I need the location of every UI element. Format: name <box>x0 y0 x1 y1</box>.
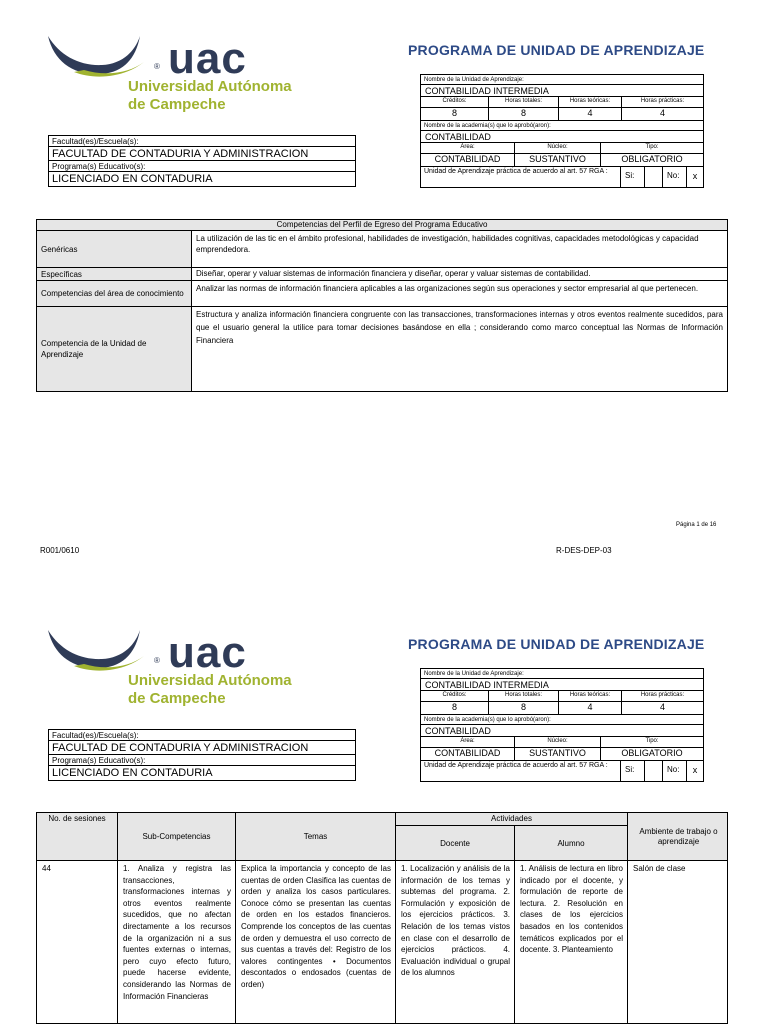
document-title-2: PROGRAMA DE UNIDAD DE APRENDIZAJE <box>408 636 705 652</box>
horas-practicas-value: 4 <box>659 108 665 118</box>
university-name-line2: de Campeche <box>128 690 226 707</box>
logo-wordmark: uac <box>168 628 247 677</box>
programa-label: Programa(s) Educativo(s): <box>49 755 355 766</box>
horas-teoricas-value: 4 <box>559 702 622 714</box>
genericas-row <box>37 231 727 268</box>
area-values-row <box>421 748 703 761</box>
horas-totales-label: Horas totales: <box>489 691 559 701</box>
facultad-value: FACULTAD DE CONTADURIA Y ADMINISTRACION <box>49 741 355 755</box>
academia-value: CONTABILIDAD <box>421 131 703 143</box>
area-labels-row <box>421 737 703 748</box>
si-box <box>645 167 663 187</box>
tipo-label: Tipo: <box>645 738 659 744</box>
nucleo-label: Núcleo: <box>515 143 601 153</box>
practica-row <box>421 761 703 781</box>
unit-name: CONTABILIDAD INTERMEDIA <box>421 679 703 691</box>
area-labels-row <box>421 143 703 154</box>
unit-name: CONTABILIDAD INTERMEDIA <box>421 85 703 97</box>
unit-name-label: Nombre de la Unidad de Aprendizaje: <box>421 669 703 679</box>
hours-labels-row <box>421 691 703 702</box>
no-label: No: <box>663 761 687 781</box>
uac-logo-2 <box>44 626 304 716</box>
creditos-label: Créditos: <box>421 97 489 107</box>
si-label: Si: <box>621 167 645 187</box>
horas-practicas-value: 4 <box>659 702 665 712</box>
no-label: No: <box>663 167 687 187</box>
hours-values-row <box>421 108 703 121</box>
uac-logo <box>44 32 304 122</box>
header-actividades: Actividades <box>396 813 628 826</box>
horas-teoricas-label: Horas teóricas: <box>559 97 622 107</box>
unit-name-label: Nombre de la Unidad de Aprendizaje: <box>421 75 703 85</box>
university-name-line1: Universidad Autónoma <box>128 672 292 689</box>
especificas-label: Específicas <box>37 268 192 280</box>
facultad-label: Facultad(es)/Escuela(s): <box>49 136 355 147</box>
sesiones-value: 44 <box>42 864 51 873</box>
horas-totales-value: 8 <box>489 108 559 120</box>
logo-wordmark: uac <box>168 34 247 83</box>
header-subcompetencias: Sub-Competencias <box>118 813 236 861</box>
genericas-text: La utilización de las tic en el ámbito profesional, habilidades de investigación, habilidades cognitivas, capacidades metodológicas y capacidad emprendedora. <box>196 234 699 254</box>
competencias-header: Competencias del Perfil de Egreso del Programa Educativo <box>37 220 727 231</box>
header-alumno: Alumno <box>515 826 628 861</box>
registered-mark: ® <box>154 62 160 71</box>
horas-teoricas-value: 4 <box>559 108 622 120</box>
ambiente-text: Salón de clase <box>633 864 686 873</box>
no-mark: x <box>692 765 698 775</box>
creditos-value: 8 <box>421 702 489 714</box>
registered-mark: ® <box>154 656 160 665</box>
area-label: Área: <box>421 737 515 747</box>
header-ambiente: Ambiente de trabajo o aprendizaje <box>628 813 728 861</box>
competencias-table <box>36 219 728 392</box>
unit-info-box-2 <box>420 668 704 782</box>
creditos-label: Créditos: <box>421 691 489 701</box>
actividades-table <box>36 812 728 1024</box>
academia-label: Nombre de la academia(s) que lo aprobó(aron): <box>421 121 703 131</box>
horas-practicas-label: Horas prácticas: <box>640 692 685 698</box>
academia-value: CONTABILIDAD <box>421 725 703 737</box>
tipo-value: OBLIGATORIO <box>621 748 683 758</box>
area-value: CONTABILIDAD <box>421 748 515 760</box>
uac-swoosh-icon <box>44 32 164 80</box>
si-label: Si: <box>621 761 645 781</box>
unidad-row <box>37 307 727 391</box>
page-number: Página 1 de 16 <box>676 522 717 528</box>
programa-value: LICENCIADO EN CONTADURIA <box>52 173 213 185</box>
tipo-label: Tipo: <box>645 144 659 150</box>
temas-text: Explica la importancia y concepto de las cuentas de orden Clasifica las cuentas de orden y analiza los casos particulares. Conoce cómo se presentan las cuentas de orden en los estados financieros. Comprende los conceptos de las cuentas de orden y demuestra el uso correcto de sus cuentas a través del: Registro de los valores contingentes • Documentos descontados o endosados (cuentas de orden) <box>241 864 391 989</box>
horas-totales-label: Horas totales: <box>489 97 559 107</box>
area-values-row <box>421 154 703 167</box>
subcompetencia-text: 1. Analiza y registra las transacciones, transformaciones internas y otros eventos realmente sucedidos, que no afectan directamente a los recursos de la organización ni a sus fuentes externas o internas, pero cuyo efecto futuro, puede hacerse evidente, considerando las Normas de Información Financieras <box>123 864 231 1001</box>
col-sesiones <box>37 861 118 1023</box>
footer-right-code: R-DES-DEP-03 <box>556 546 612 555</box>
area-label: Área: <box>421 143 515 153</box>
header-temas: Temas <box>236 813 396 861</box>
practica-label: Unidad de Aprendizaje práctica de acuerdo al art. 57 RGA : <box>421 761 621 781</box>
university-name-line2: de Campeche <box>128 96 226 113</box>
horas-practicas-label: Horas prácticas: <box>640 98 685 104</box>
tipo-value: OBLIGATORIO <box>621 154 683 164</box>
genericas-label: Genéricas <box>37 231 192 267</box>
area-conocimiento-label: Competencias del área de conocimiento <box>37 281 192 306</box>
especificas-row <box>37 268 727 281</box>
unit-info-box <box>420 74 704 188</box>
creditos-value: 8 <box>421 108 489 120</box>
document-title: PROGRAMA DE UNIDAD DE APRENDIZAJE <box>408 42 705 58</box>
especificas-text: Diseñar, operar y valuar sistemas de información financiera y diseñar, operar y valuar sistemas de contabilidad. <box>196 269 591 278</box>
area-value: CONTABILIDAD <box>421 154 515 166</box>
practica-row <box>421 167 703 187</box>
academia-label: Nombre de la academia(s) que lo aprobó(aron): <box>421 715 703 725</box>
practica-label: Unidad de Aprendizaje práctica de acuerdo al art. 57 RGA : <box>421 167 621 187</box>
uac-swoosh-icon <box>44 626 164 674</box>
nucleo-value: SUSTANTIVO <box>515 154 601 166</box>
unidad-label: Competencia de la Unidad de Aprendizaje <box>37 307 192 391</box>
programa-label: Programa(s) Educativo(s): <box>49 161 355 172</box>
nucleo-value: SUSTANTIVO <box>515 748 601 760</box>
header-docente: Docente <box>396 826 515 861</box>
hours-values-row <box>421 702 703 715</box>
unidad-text: Estructura y analiza información financiera congruente con las transacciones, transformaciones internas y otros eventos realmente sucedidos, para que el usuario general la utilice para tomar decisiones basándose en ella ; considerando como marco conceptual las Normas de Información Financiera <box>196 310 723 345</box>
nucleo-label: Núcleo: <box>515 737 601 747</box>
header-sesiones: No. de sesiones <box>37 813 118 861</box>
si-box <box>645 761 663 781</box>
docente-text: 1. Localización y análisis de la información de los temas y subtemas del programa. 2. Formulación y exposición de los ejercicios prácticos. 3. Relación de los temas vistos en clase con el desarrollo de ejercicios prácticos. 4. Evaluación individual o grupal de los alumnos <box>401 864 510 978</box>
horas-teoricas-label: Horas teóricas: <box>559 691 622 701</box>
facultad-value: FACULTAD DE CONTADURIA Y ADMINISTRACION <box>49 147 355 161</box>
area-conocimiento-text: Analizar las normas de información financiera aplicables a las organizaciones según sus operaciones y sector empresarial al que pertenecen. <box>196 284 699 293</box>
alumno-text: 1. Análisis de lectura en libro indicado por el docente, y formulación de reporte de lectura. 2. Resolución en clases de los ejercicios basados en los contenidos temáticos explicados por el docente. 3. Planteamiento <box>520 864 623 955</box>
programa-value: LICENCIADO EN CONTADURIA <box>52 767 213 779</box>
facultad-box <box>48 135 356 187</box>
facultad-label: Facultad(es)/Escuela(s): <box>49 730 355 741</box>
horas-totales-value: 8 <box>489 702 559 714</box>
facultad-box-2 <box>48 729 356 781</box>
hours-labels-row <box>421 97 703 108</box>
footer-left-code: R001/0610 <box>40 546 80 555</box>
university-name-line1: Universidad Autónoma <box>128 78 292 95</box>
area-conocimiento-row <box>37 281 727 307</box>
no-mark: x <box>692 171 698 181</box>
